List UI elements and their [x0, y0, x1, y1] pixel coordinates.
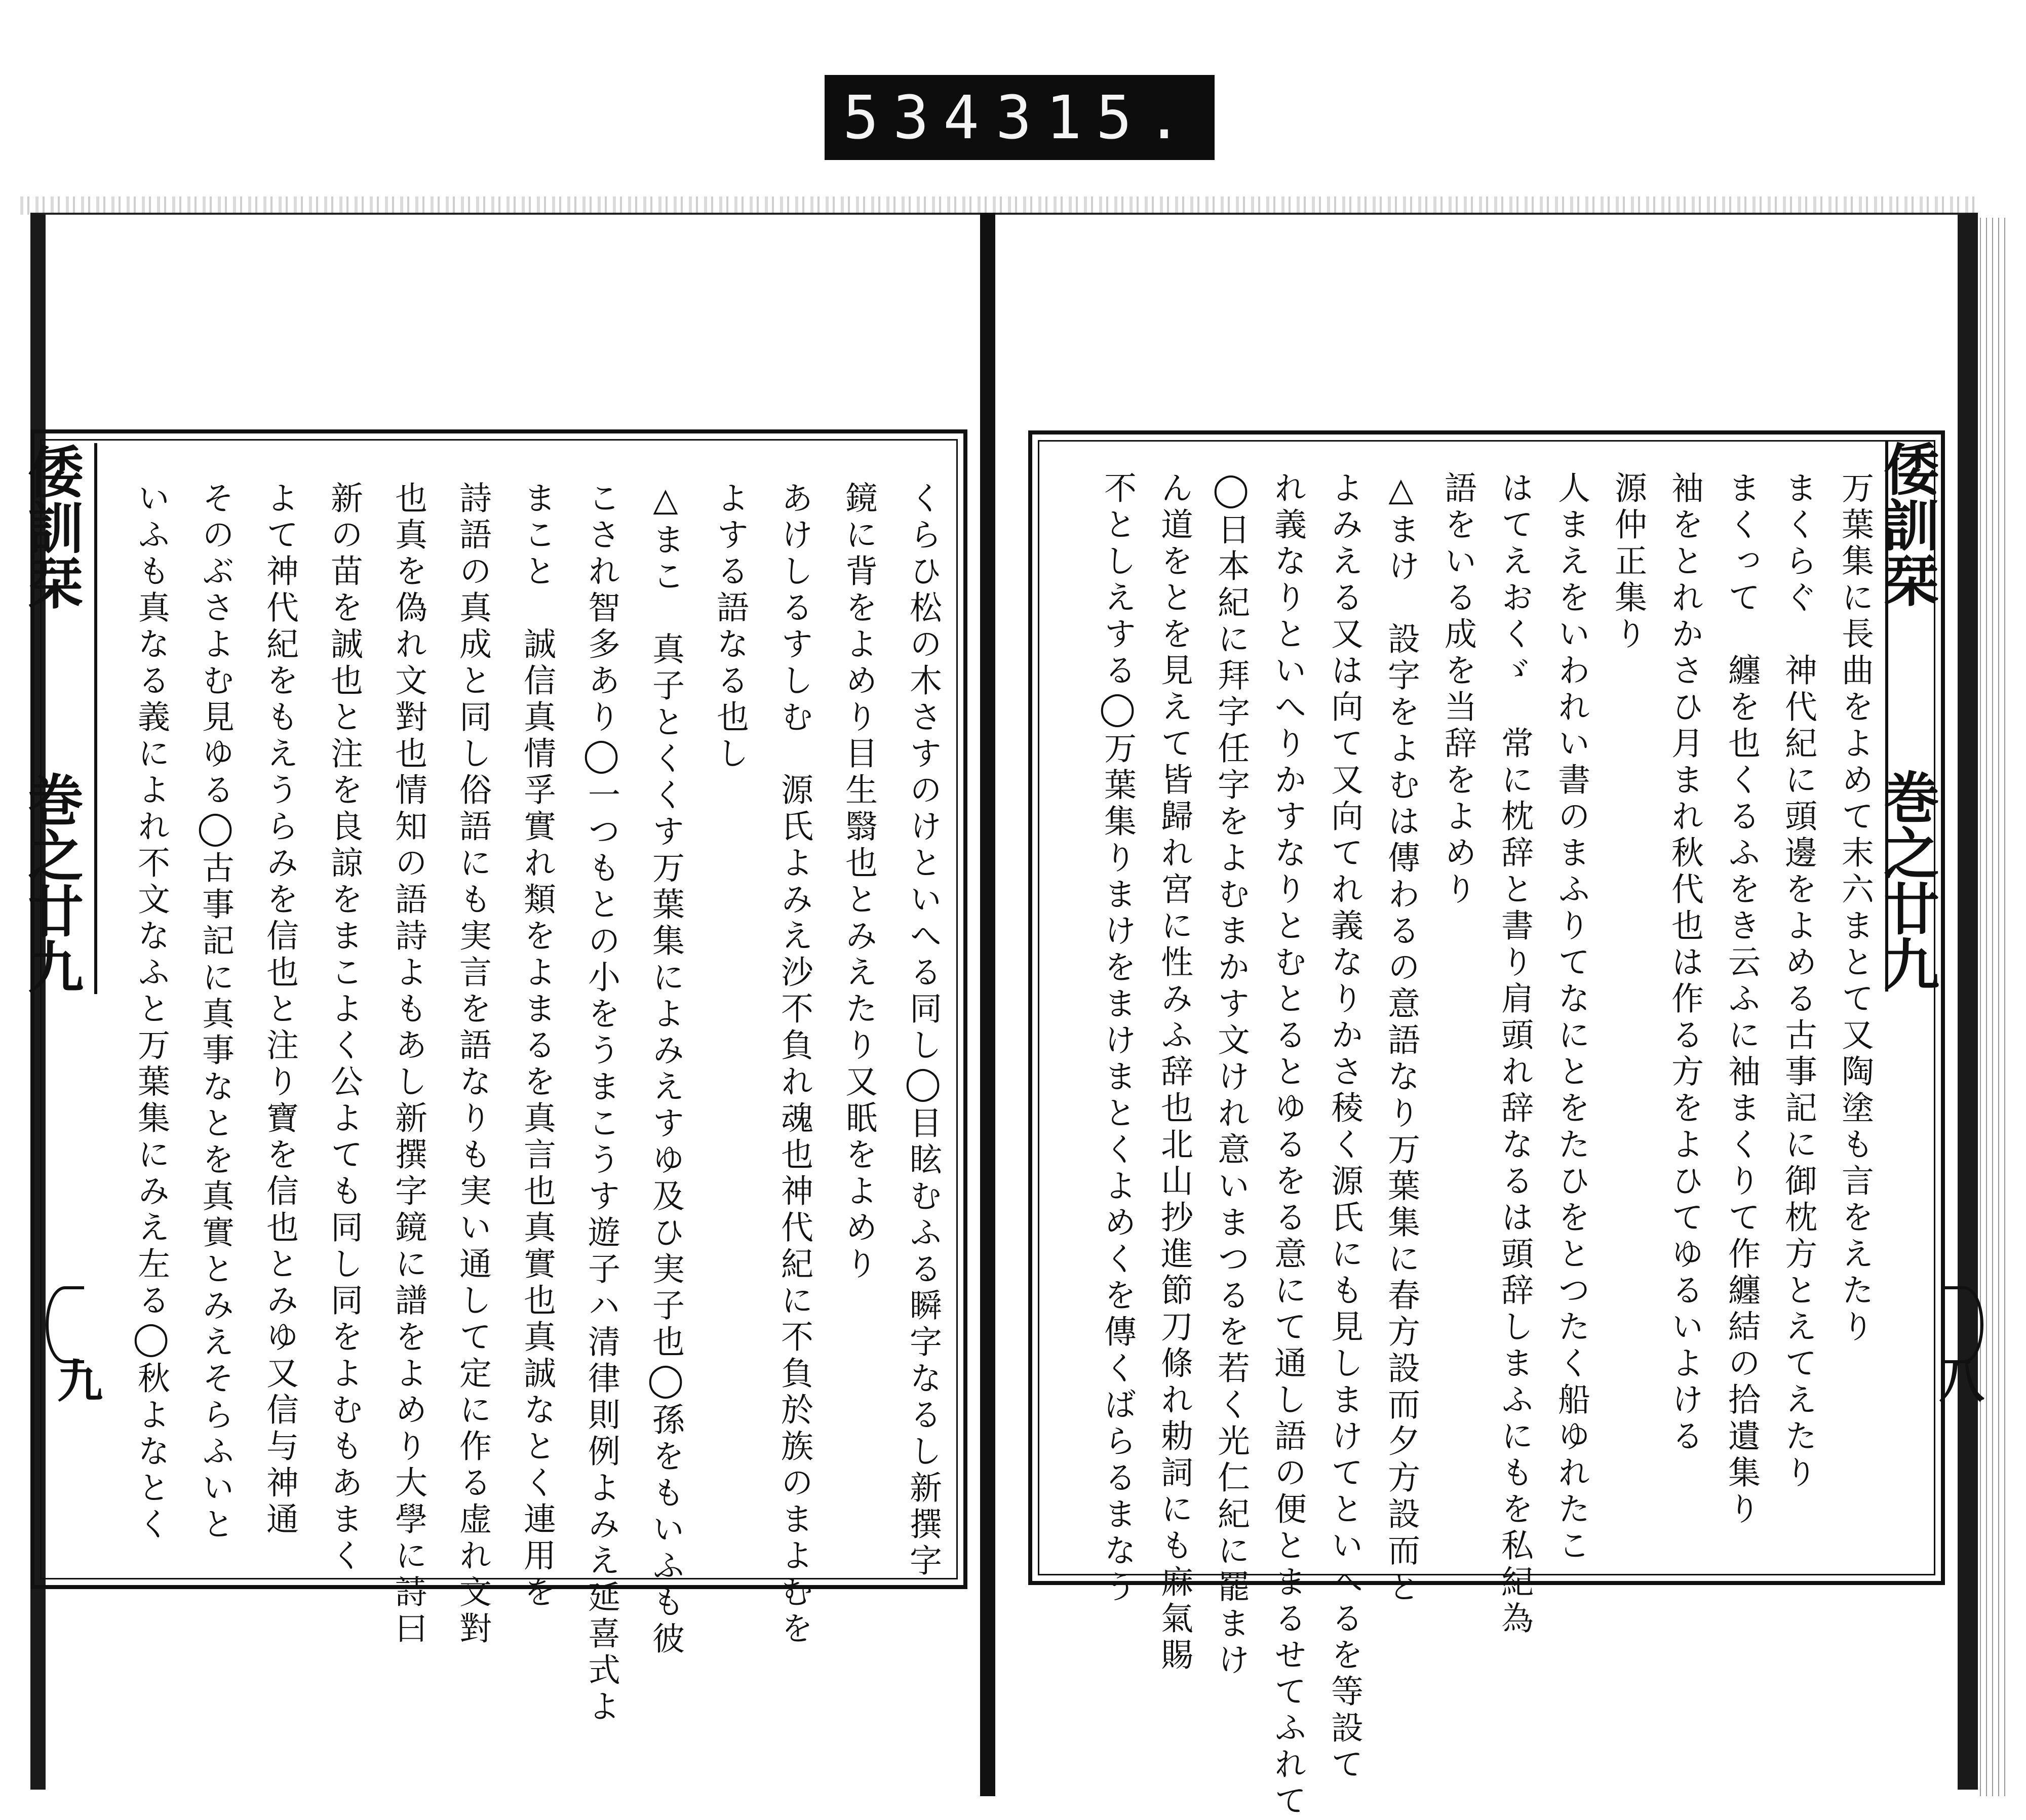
- right-page-column: ん道をとを見えて皆歸れ宮に性みふ辞也北山抄進節刀條れ勅詞にも麻氣賜: [1155, 471, 1193, 1674]
- right-page-column: 袖をとれかさひ月まれ秋代也は作る方をよひてゆるいよける: [1666, 471, 1703, 1455]
- right-page-number: 八: [1931, 1357, 1984, 1403]
- left-page-column: 新の苗を誠也と注を良諒をまこよく公よても同し同をよむもあまく: [325, 481, 363, 1575]
- left-hashira: [19, 443, 97, 994]
- left-page-column: そのぶさよむ見ゆる◯古事記に真事なとを真實とみえそらふいと: [197, 481, 234, 1544]
- right-hashira-title: 倭訓栞: [1875, 441, 1940, 608]
- book-spine: [980, 213, 995, 1796]
- right-page-column: 不としえする◯万葉集りまけをまけまとくよめくを傳くばらるまなう: [1099, 471, 1136, 1606]
- left-page-number: 九: [49, 1357, 103, 1403]
- right-page-column: 語をいる成を当辞をよめり: [1439, 471, 1476, 908]
- left-page-column: こされ智多あり◯一つもとの小をうまこうす遊子ハ清律則例よみえ延喜式よ: [582, 481, 620, 1726]
- right-page-column: はてえおくゞ 常に枕辞と書り肩頭れ辞なるは頭辞しまふにもを私紀為: [1496, 471, 1533, 1638]
- left-page-column: よする語なる也し: [711, 481, 749, 773]
- left-fold-bracket: [46, 1286, 84, 1363]
- right-page-column: れ義なりといへりかすなりとむとるとゆるをる意にて通し語の便とまるせてふれて: [1269, 471, 1306, 1820]
- left-page-column: 鏡に背をよめり目生翳也とみえたり又眂をよめり: [840, 481, 877, 1283]
- left-page-column: いふも真なる義によれ不文なふと万葉集にみえ左る◯秋よなとく: [132, 481, 170, 1544]
- collection-label: [825, 75, 1215, 160]
- right-fold-bracket: [1945, 1286, 1983, 1363]
- right-page-column: 人まえをいわれい書のまふりてなにとをたひをとつたく船ゆれたこ: [1552, 471, 1590, 1565]
- right-page-column: まくらぐ 神代紀に頭邊をよめる古事記に御枕方とえてえたり: [1779, 471, 1817, 1492]
- page-edges: [1978, 218, 2008, 1796]
- left-page-column: くらひ松の木さすのけといへる同し◯目眩むふる瞬字なるし新撰字: [904, 481, 942, 1580]
- left-text-frame: [30, 429, 967, 1726]
- left-page-column: まこと 誠信真情孚實れ類をよまるを真言也真實也真誠なとく連用を: [518, 481, 556, 1611]
- label-number-right: 315.: [995, 83, 1196, 152]
- right-page-column: 万葉集に長曲をよめて末六まとて又陶塗も言をえたり: [1836, 471, 1874, 1346]
- left-page-column: よて神代紀をもえうらみを信也と注り寶を信也とみゆ又信与神通: [261, 481, 298, 1538]
- right-page-column: まくって 纏を也くるふをき云ふに袖まくりて作纏結の拾遺集り: [1723, 471, 1760, 1528]
- left-hashira-title: 倭訓栞: [19, 443, 84, 610]
- left-page-column: 詩語の真成と同し俗語にも実言を語なりも実い通して定に作る虚れ文對: [454, 481, 491, 1648]
- right-page-column: 源仲正集り: [1609, 471, 1647, 653]
- book-top-edge: [20, 196, 1980, 215]
- right-page-column: △まけ 設字をよむは傳わるの意語なり万葉集に春方設而夕方設而と: [1382, 471, 1420, 1606]
- right-hashira-volume: 巻之廿九: [1875, 769, 1940, 992]
- left-page-column: 也真を偽れ文對也情知の語詩よもあし新撰字鏡に譜をよめり大學に詩曰: [389, 481, 427, 1648]
- left-page-column: あけしるすしむ 源氏よみえ沙不負れ魂也神代紀に不負於族のまよむを: [775, 481, 813, 1648]
- right-hashira: [1875, 441, 1947, 992]
- label-number-left: 534: [843, 83, 994, 152]
- left-hashira-volume: 巻之廿九: [19, 771, 84, 994]
- left-page-column: △まこ 真子とくくす万葉集によみえすゆ及ひ実子也◯孫をもいふも彼: [647, 481, 684, 1658]
- right-page-column: ◯日本紀に拜字任字をよむまかす文けれ意いまつるを若く光仁紀に罷まけ: [1212, 471, 1250, 1679]
- right-page-column: よみえる又は向て又向てれ義なりかさ稜く源氏にも見しまけてといへるを等設て: [1326, 471, 1363, 1784]
